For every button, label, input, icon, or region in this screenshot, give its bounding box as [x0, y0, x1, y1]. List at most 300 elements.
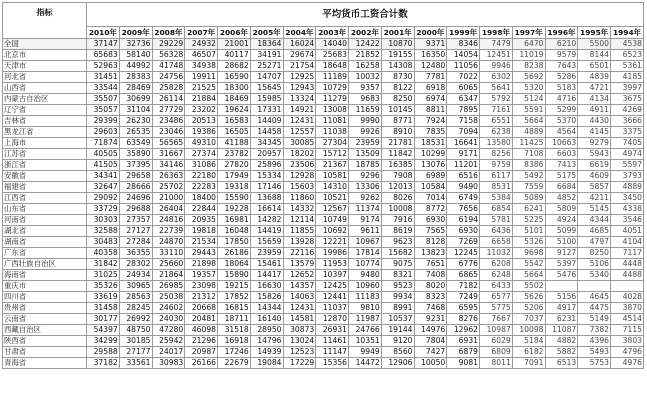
value-cell: 19986	[316, 248, 349, 259]
value-cell: 11147	[316, 347, 349, 358]
value-cell: 13580	[480, 138, 513, 149]
value-cell: 10960	[349, 281, 382, 292]
value-cell: 6241	[512, 204, 545, 215]
table-row	[3, 292, 644, 303]
value-cell: 7094	[447, 127, 480, 138]
value-cell: 10692	[316, 226, 349, 237]
value-cell: 9075	[381, 259, 414, 270]
value-cell: 4488	[611, 270, 644, 281]
value-cell: 71874	[87, 138, 120, 149]
value-cell: 9523	[381, 281, 414, 292]
value-cell: 17229	[283, 358, 316, 369]
value-cell: 20481	[185, 314, 218, 325]
value-cell: 6879	[447, 347, 480, 358]
value-cell: 12523	[283, 347, 316, 358]
value-cell: 4448	[611, 259, 644, 270]
value-cell: 33561	[119, 358, 152, 369]
value-cell: 15712	[316, 149, 349, 160]
value-cell: 19911	[185, 72, 218, 83]
value-cell: 16048	[218, 226, 251, 237]
value-cell: 26535	[119, 127, 152, 138]
value-cell: 28469	[119, 83, 152, 94]
value-cell: 19624	[218, 105, 251, 116]
value-cell	[578, 281, 611, 292]
value-cell: 4716	[545, 94, 578, 105]
value-cell: 5100	[545, 237, 578, 248]
value-cell: 15334	[250, 171, 283, 182]
value-cell: 21534	[185, 237, 218, 248]
value-cell: 10537	[381, 314, 414, 325]
value-cell: 15603	[283, 182, 316, 193]
value-cell: 11842	[381, 149, 414, 160]
value-cell: 10299	[414, 149, 447, 160]
value-cell: 17814	[349, 248, 382, 259]
value-cell	[545, 281, 578, 292]
value-cell: 25271	[250, 61, 283, 72]
value-cell: 8323	[414, 292, 447, 303]
value-cell: 13823	[414, 248, 447, 259]
value-cell: 6238	[480, 127, 513, 138]
value-cell: 7382	[578, 325, 611, 336]
region-cell: 山东省	[3, 204, 87, 215]
value-cell: 6065	[447, 83, 480, 94]
value-cell: 10581	[316, 171, 349, 182]
value-cell: 3450	[611, 193, 644, 204]
value-cell: 14921	[283, 105, 316, 116]
value-cell: 63549	[119, 138, 152, 149]
value-cell: 5384	[480, 193, 513, 204]
value-cell: 10521	[316, 193, 349, 204]
value-cell: 23959	[349, 138, 382, 149]
value-cell: 10145	[381, 105, 414, 116]
value-cell: 21852	[349, 50, 382, 61]
value-cell: 6809	[480, 347, 513, 358]
value-cell: 25702	[152, 182, 185, 193]
value-cell: 9490	[447, 182, 480, 193]
value-cell: 5492	[512, 171, 545, 182]
value-cell: 13688	[250, 193, 283, 204]
table-row	[3, 138, 644, 149]
value-cell: 10870	[381, 39, 414, 50]
value-cell: 27304	[316, 138, 349, 149]
value-cell: 22739	[152, 226, 185, 237]
value-cell: 33110	[152, 248, 185, 259]
value-cell: 10967	[349, 237, 382, 248]
table-row	[3, 72, 644, 83]
region-cell: 全国	[3, 39, 87, 50]
value-cell: 4889	[611, 182, 644, 193]
value-cell: 6208	[480, 259, 513, 270]
value-cell: 7269	[447, 237, 480, 248]
value-cell: 19357	[185, 270, 218, 281]
value-cell: 5692	[512, 72, 545, 83]
year-header: 1995年	[578, 27, 611, 39]
value-cell: 14282	[250, 215, 283, 226]
value-cell: 30185	[119, 336, 152, 347]
value-cell: 4685	[578, 226, 611, 237]
value-cell: 14796	[250, 336, 283, 347]
value-cell: 41188	[218, 138, 251, 149]
value-cell: 8531	[480, 182, 513, 193]
value-cell: 12928	[283, 171, 316, 182]
value-cell: 8386	[512, 160, 545, 171]
value-cell: 4917	[545, 303, 578, 314]
value-cell: 24766	[349, 325, 382, 336]
value-cell: 13008	[316, 105, 349, 116]
table-row	[3, 347, 644, 358]
value-cell: 52963	[87, 61, 120, 72]
value-cell: 54397	[87, 325, 120, 336]
value-cell: 7091	[512, 358, 545, 369]
value-cell: 15659	[250, 237, 283, 248]
value-cell: 12431	[283, 303, 316, 314]
value-cell: 9810	[349, 303, 382, 314]
value-cell: 6918	[414, 83, 447, 94]
value-cell: 8128	[414, 237, 447, 248]
value-cell: 18064	[218, 259, 251, 270]
value-cell: 22180	[185, 171, 218, 182]
value-cell: 14976	[414, 325, 447, 336]
value-cell: 23506	[283, 160, 316, 171]
value-cell: 17331	[250, 105, 283, 116]
value-cell: 6513	[545, 358, 578, 369]
value-cell: 28245	[119, 303, 152, 314]
value-cell: 19215	[218, 281, 251, 292]
value-cell: 5753	[578, 358, 611, 369]
value-cell: 18202	[283, 149, 316, 160]
value-cell: 23098	[185, 281, 218, 292]
value-cell: 15985	[250, 94, 283, 105]
year-header: 1999年	[447, 27, 480, 39]
value-cell: 23046	[152, 127, 185, 138]
value-cell: 25828	[152, 83, 185, 94]
value-cell: 8122	[381, 83, 414, 94]
value-cell: 26931	[316, 325, 349, 336]
value-cell: 17949	[218, 171, 251, 182]
value-cell: 8250	[578, 248, 611, 259]
value-cell: 21884	[185, 94, 218, 105]
value-cell: 56328	[152, 50, 185, 61]
value-cell: 22116	[283, 248, 316, 259]
table-row	[3, 259, 644, 270]
year-header: 2006年	[218, 27, 251, 39]
value-cell: 25683	[316, 50, 349, 61]
value-cell: 5320	[512, 83, 545, 94]
value-cell: 16981	[218, 215, 251, 226]
value-cell: 24602	[152, 303, 185, 314]
region-cell: 云南省	[3, 314, 87, 325]
value-cell: 17246	[218, 347, 251, 358]
value-cell: 10987	[480, 325, 513, 336]
value-cell: 10050	[414, 358, 447, 369]
value-cell: 8321	[381, 270, 414, 281]
value-cell: 5101	[512, 226, 545, 237]
value-cell: 12652	[283, 270, 316, 281]
value-cell: 14040	[316, 39, 349, 50]
value-cell: 20935	[185, 215, 218, 226]
value-cell: 31451	[87, 72, 120, 83]
value-cell: 11081	[316, 116, 349, 127]
value-cell: 21754	[283, 61, 316, 72]
value-cell: 28383	[119, 72, 152, 83]
value-cell: 16505	[218, 127, 251, 138]
value-cell: 40117	[218, 50, 251, 61]
value-cell: 16385	[381, 160, 414, 171]
value-cell: 6619	[578, 160, 611, 171]
value-cell: 14332	[283, 204, 316, 215]
value-cell: 12480	[414, 61, 447, 72]
value-cell: 41748	[152, 61, 185, 72]
value-cell: 16258	[349, 61, 382, 72]
value-cell: 12221	[316, 237, 349, 248]
value-cell: 4475	[578, 303, 611, 314]
value-cell: 21000	[152, 193, 185, 204]
value-cell: 12114	[283, 215, 316, 226]
value-cell: 9480	[349, 270, 382, 281]
value-cell: 5370	[545, 116, 578, 127]
year-header: 2004年	[283, 27, 316, 39]
value-cell: 15890	[218, 270, 251, 281]
value-cell: 26992	[119, 314, 152, 325]
region-cell: 河北省	[3, 72, 87, 83]
value-cell: 18648	[316, 61, 349, 72]
value-cell: 4396	[578, 336, 611, 347]
value-cell: 13306	[349, 182, 382, 193]
value-cell: 14472	[349, 358, 382, 369]
value-cell: 14310	[316, 182, 349, 193]
value-cell: 8560	[381, 347, 414, 358]
value-cell: 10008	[381, 204, 414, 215]
value-cell: 22283	[185, 182, 218, 193]
value-cell: 7479	[480, 39, 513, 50]
year-header: 2005年	[250, 27, 283, 39]
value-cell: 5183	[545, 83, 578, 94]
value-cell: 7565	[414, 226, 447, 237]
region-cell: 江西省	[3, 193, 87, 204]
value-cell: 32588	[87, 226, 120, 237]
value-cell: 4344	[578, 215, 611, 226]
value-cell: 11019	[512, 50, 545, 61]
value-cell: 6516	[447, 171, 480, 182]
value-cell: 56565	[152, 138, 185, 149]
value-cell: 10098	[512, 325, 545, 336]
value-cell: 24030	[152, 314, 185, 325]
value-cell: 31518	[218, 325, 251, 336]
value-cell: 4974	[611, 149, 644, 160]
value-cell: 26186	[218, 248, 251, 259]
value-cell: 7656	[447, 204, 480, 215]
value-cell: 7014	[414, 193, 447, 204]
value-cell: 22844	[185, 204, 218, 215]
value-cell: 5626	[512, 292, 545, 303]
value-cell: 6989	[414, 171, 447, 182]
value-cell: 3870	[611, 303, 644, 314]
value-cell: 7117	[611, 248, 644, 259]
region-cell: 内蒙古自治区	[3, 94, 87, 105]
value-cell: 27729	[152, 105, 185, 116]
value-cell: 3546	[611, 215, 644, 226]
region-cell: 天津市	[3, 61, 87, 72]
value-cell: 9611	[349, 226, 382, 237]
value-cell: 6182	[512, 347, 545, 358]
value-cell: 4797	[578, 237, 611, 248]
value-cell: 31458	[87, 303, 120, 314]
value-cell: 5156	[545, 292, 578, 303]
table-row	[3, 171, 644, 182]
value-cell: 5124	[512, 94, 545, 105]
value-cell: 9946	[480, 61, 513, 72]
value-cell: 7408	[414, 270, 447, 281]
value-cell: 9990	[349, 116, 382, 127]
value-cell: 7559	[512, 182, 545, 193]
value-cell: 11461	[316, 336, 349, 347]
value-cell: 14417	[250, 270, 283, 281]
value-cell: 9934	[381, 292, 414, 303]
value-cell: 8256	[480, 149, 513, 160]
value-cell: 3666	[611, 116, 644, 127]
value-cell: 11037	[316, 303, 349, 314]
value-cell: 11374	[349, 204, 382, 215]
value-cell: 18300	[218, 83, 251, 94]
region-cell: 甘肃省	[3, 347, 87, 358]
table-row	[3, 314, 644, 325]
value-cell: 5089	[512, 193, 545, 204]
value-cell: 6210	[545, 39, 578, 50]
value-cell: 17850	[218, 237, 251, 248]
value-cell: 29443	[185, 248, 218, 259]
value-cell: 9698	[512, 248, 545, 259]
value-cell: 29399	[87, 116, 120, 127]
value-cell: 20957	[250, 149, 283, 160]
value-cell: 21001	[218, 39, 251, 50]
value-cell: 6658	[480, 237, 513, 248]
value-cell: 11189	[316, 72, 349, 83]
value-cell: 5542	[512, 259, 545, 270]
value-cell: 7468	[414, 303, 447, 314]
value-cell: 28666	[119, 182, 152, 193]
value-cell: 4889	[512, 127, 545, 138]
value-cell: 7924	[414, 116, 447, 127]
value-cell: 24870	[152, 237, 185, 248]
value-cell: 7022	[447, 72, 480, 83]
value-cell: 6347	[447, 94, 480, 105]
value-cell: 9127	[545, 248, 578, 259]
value-cell: 10584	[414, 182, 447, 193]
value-cell: 32647	[87, 182, 120, 193]
value-cell: 5340	[578, 270, 611, 281]
value-cell: 19155	[381, 50, 414, 61]
table-row	[3, 61, 644, 72]
value-cell: 31842	[87, 259, 120, 270]
value-cell: 9949	[349, 347, 382, 358]
region-cell: 青海省	[3, 358, 87, 369]
value-cell: 41505	[87, 160, 120, 171]
table-row	[3, 215, 644, 226]
value-cell: 47280	[152, 325, 185, 336]
value-cell: 12441	[316, 292, 349, 303]
value-cell: 13579	[283, 259, 316, 270]
value-cell: 5184	[512, 336, 545, 347]
value-cell: 30483	[87, 237, 120, 248]
value-cell: 4796	[611, 347, 644, 358]
value-cell: 19318	[218, 182, 251, 193]
value-cell: 18531	[414, 138, 447, 149]
value-cell: 16630	[250, 281, 283, 292]
value-cell: 11860	[283, 193, 316, 204]
value-cell: 6603	[545, 149, 578, 160]
value-cell: 11987	[349, 314, 382, 325]
value-cell: 5397	[545, 259, 578, 270]
value-cell: 4028	[611, 292, 644, 303]
value-cell: 34938	[185, 61, 218, 72]
value-cell: 7835	[414, 127, 447, 138]
value-cell: 30965	[119, 281, 152, 292]
value-cell: 5882	[545, 347, 578, 358]
value-cell: 7161	[480, 105, 513, 116]
value-cell: 8619	[381, 226, 414, 237]
value-cell: 3803	[611, 336, 644, 347]
table-row	[3, 182, 644, 193]
value-cell: 6433	[480, 281, 513, 292]
table-title: 平均货币工资合计数	[87, 3, 644, 27]
value-cell: 30983	[152, 358, 185, 369]
value-cell: 6117	[480, 171, 513, 182]
table-row	[3, 127, 644, 138]
value-cell: 23782	[218, 149, 251, 160]
value-cell: 7037	[512, 314, 545, 325]
value-cell: 34146	[152, 160, 185, 171]
value-cell: 21296	[185, 336, 218, 347]
value-cell: 5206	[512, 303, 545, 314]
value-cell: 5099	[545, 226, 578, 237]
value-cell: 9683	[349, 94, 382, 105]
value-cell: 7115	[611, 325, 644, 336]
value-cell: 14409	[250, 116, 283, 127]
region-cell: 湖南省	[3, 237, 87, 248]
year-header-row	[3, 27, 644, 39]
table-row	[3, 50, 644, 61]
value-cell: 20987	[185, 347, 218, 358]
value-cell: 32736	[119, 39, 152, 50]
value-cell: 10774	[349, 259, 382, 270]
value-cell: 6501	[578, 61, 611, 72]
table-row	[3, 94, 644, 105]
value-cell: 5943	[578, 149, 611, 160]
value-cell: 8991	[381, 303, 414, 314]
table-row	[3, 248, 644, 259]
value-cell: 7413	[545, 160, 578, 171]
value-cell: 28682	[218, 61, 251, 72]
year-header: 1996年	[545, 27, 578, 39]
value-cell: 21898	[185, 259, 218, 270]
value-cell: 27374	[185, 149, 218, 160]
region-cell: 湖北省	[3, 226, 87, 237]
region-cell: 浙江省	[3, 160, 87, 171]
year-header: 2007年	[185, 27, 218, 39]
table-row	[3, 116, 644, 127]
value-cell: 6436	[480, 226, 513, 237]
value-cell: 12425	[316, 281, 349, 292]
indicator-header: 指标	[3, 3, 87, 39]
value-cell: 5641	[480, 83, 513, 94]
value-cell: 23486	[152, 116, 185, 127]
value-cell: 9371	[414, 39, 447, 50]
value-cell: 6231	[545, 314, 578, 325]
value-cell: 5664	[512, 116, 545, 127]
value-cell: 12906	[381, 358, 414, 369]
value-cell: 7405	[611, 138, 644, 149]
value-cell: 7895	[447, 105, 480, 116]
